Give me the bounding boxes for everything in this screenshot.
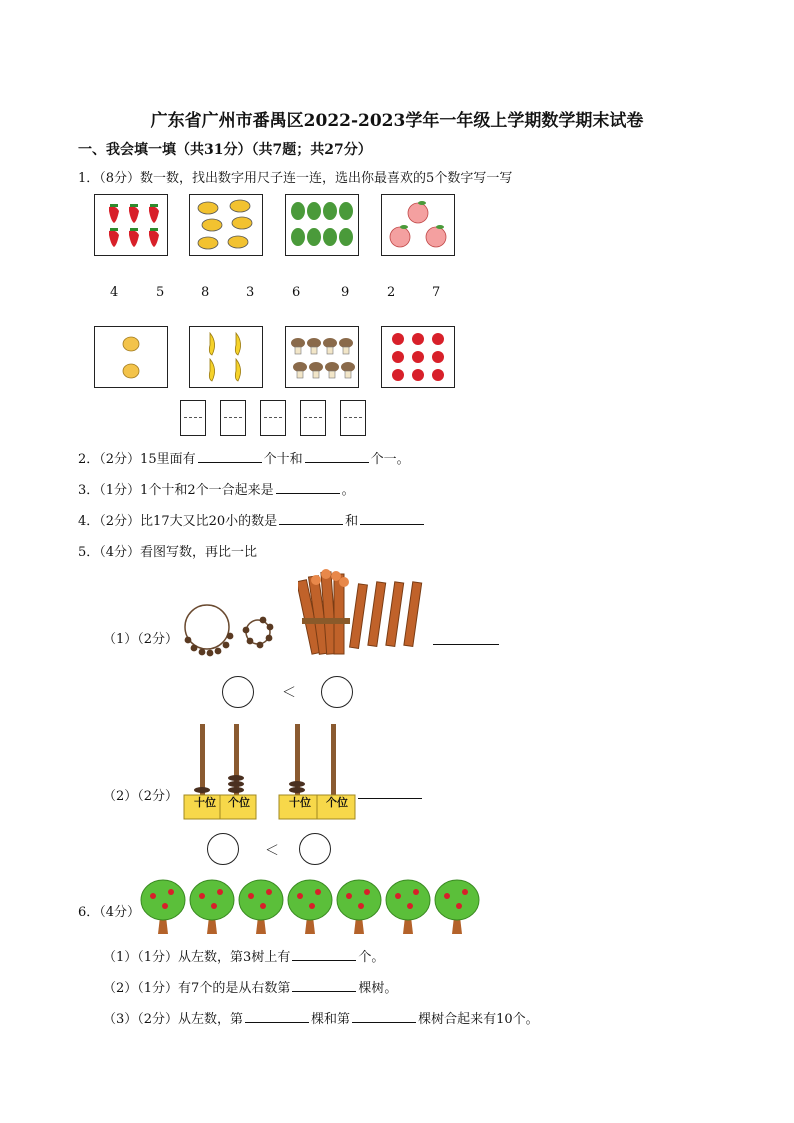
fish-icon [190, 195, 262, 255]
sub-question-label: （2）（2分） [103, 789, 179, 804]
apple-tree [239, 880, 283, 934]
write-box[interactable] [220, 400, 246, 436]
answer-line[interactable] [433, 644, 499, 645]
apple-icon [382, 327, 454, 387]
banana-icon [190, 327, 262, 387]
q6-sub2-text: （2）（1分）有7个的是从右数第 [103, 981, 291, 996]
apple-box [381, 326, 455, 388]
answer-blank[interactable] [360, 512, 424, 525]
question-5: 5．（4分）看图写数，再比一比 [78, 545, 258, 560]
answer-circle[interactable] [207, 833, 239, 865]
number-label: 2 [387, 285, 396, 300]
q6-sub1 [103, 946, 384, 965]
answer-line[interactable] [358, 798, 422, 799]
answer-blank[interactable] [305, 450, 369, 463]
question-1: 1．（8分）数一数，找出数字用尺子连一连，选出你最喜欢的5个数字写一写 [78, 171, 513, 186]
peach-box [381, 194, 455, 256]
question-2-text: 2．（2分）15里面有 [78, 452, 196, 467]
answer-blank[interactable] [279, 512, 343, 525]
answer-circle[interactable] [321, 676, 353, 708]
peach-icon [382, 195, 454, 255]
apple-trees-icon [140, 878, 485, 936]
write-box[interactable] [340, 400, 366, 436]
q6-sub3-text: 棵和第 [311, 1012, 351, 1027]
apple-tree [288, 880, 332, 934]
answer-blank[interactable] [352, 1010, 416, 1023]
number-label: 9 [341, 285, 350, 300]
question-6: 6．（4分） [78, 905, 141, 920]
answer-blank[interactable] [245, 1010, 309, 1023]
question-3-text: 。 [341, 483, 355, 498]
q6-sub2-text: 棵树。 [358, 981, 398, 996]
abacus-ones-label: 个位 [326, 796, 348, 809]
question-2 [78, 448, 410, 467]
question-4-text: 4．（2分）比17大又比20小的数是 [78, 514, 278, 529]
write-box[interactable] [260, 400, 286, 436]
question-2-text: 个一。 [370, 452, 410, 467]
abacus-tens-label: 十位 [194, 796, 216, 809]
page-title: 广东省广州市番禺区2022-2023学年一年级上学期数学期末试卷 [150, 111, 644, 131]
mushroom-box [285, 326, 359, 388]
apple-tree [435, 880, 479, 934]
number-label: 7 [432, 285, 441, 300]
question-2-text: 个十和 [263, 452, 303, 467]
sticks-bundle-icon [298, 566, 438, 660]
q6-sub3 [103, 1008, 539, 1027]
chick-icon [95, 327, 167, 387]
write-box[interactable] [180, 400, 206, 436]
question-4 [78, 510, 426, 529]
q6-sub3-text: 棵树合起来有10个。 [418, 1012, 539, 1027]
number-label: 3 [246, 285, 255, 300]
answer-blank[interactable] [292, 979, 356, 992]
leaf-box [285, 194, 359, 256]
answer-blank[interactable] [276, 481, 340, 494]
apple-tree [337, 880, 381, 934]
less-than-sign: ＜ [265, 843, 279, 859]
mushroom-icon [286, 327, 358, 387]
strawberry-box [94, 194, 168, 256]
number-label: 5 [156, 285, 165, 300]
q6-sub2 [103, 977, 397, 996]
apple-tree [190, 880, 234, 934]
abacus-tens-label: 十位 [289, 796, 311, 809]
question-4-text: 和 [345, 514, 359, 529]
answer-blank[interactable] [292, 948, 356, 961]
fish-box [189, 194, 263, 256]
answer-blank[interactable] [198, 450, 262, 463]
leaf-icon [286, 195, 358, 255]
number-label: 8 [201, 285, 210, 300]
banana-box [189, 326, 263, 388]
q6-sub1-text: （1）（1分）从左数，第3树上有 [103, 950, 291, 965]
question-3 [78, 479, 355, 498]
answer-circle[interactable] [299, 833, 331, 865]
number-label: 6 [292, 285, 301, 300]
q6-sub1-text: 个。 [358, 950, 385, 965]
chick-box [94, 326, 168, 388]
question-3-text: 3．（1分）1个十和2个一合起来是 [78, 483, 274, 498]
number-label: 4 [110, 285, 119, 300]
write-box[interactable] [300, 400, 326, 436]
strawberry-icon [95, 195, 167, 255]
abacus-ones-label: 个位 [228, 796, 250, 809]
sub-question-label: （1）（2分） [103, 632, 179, 647]
apple-tree [386, 880, 430, 934]
q6-sub3-text: （3）（2分）从左数，第 [103, 1012, 244, 1027]
less-than-sign: ＜ [282, 685, 296, 701]
answer-circle[interactable] [222, 676, 254, 708]
section-heading: 一、我会填一填（共31分）（共7题；共27分） [78, 142, 372, 158]
apple-tree [141, 880, 185, 934]
beads-icon [180, 600, 280, 662]
